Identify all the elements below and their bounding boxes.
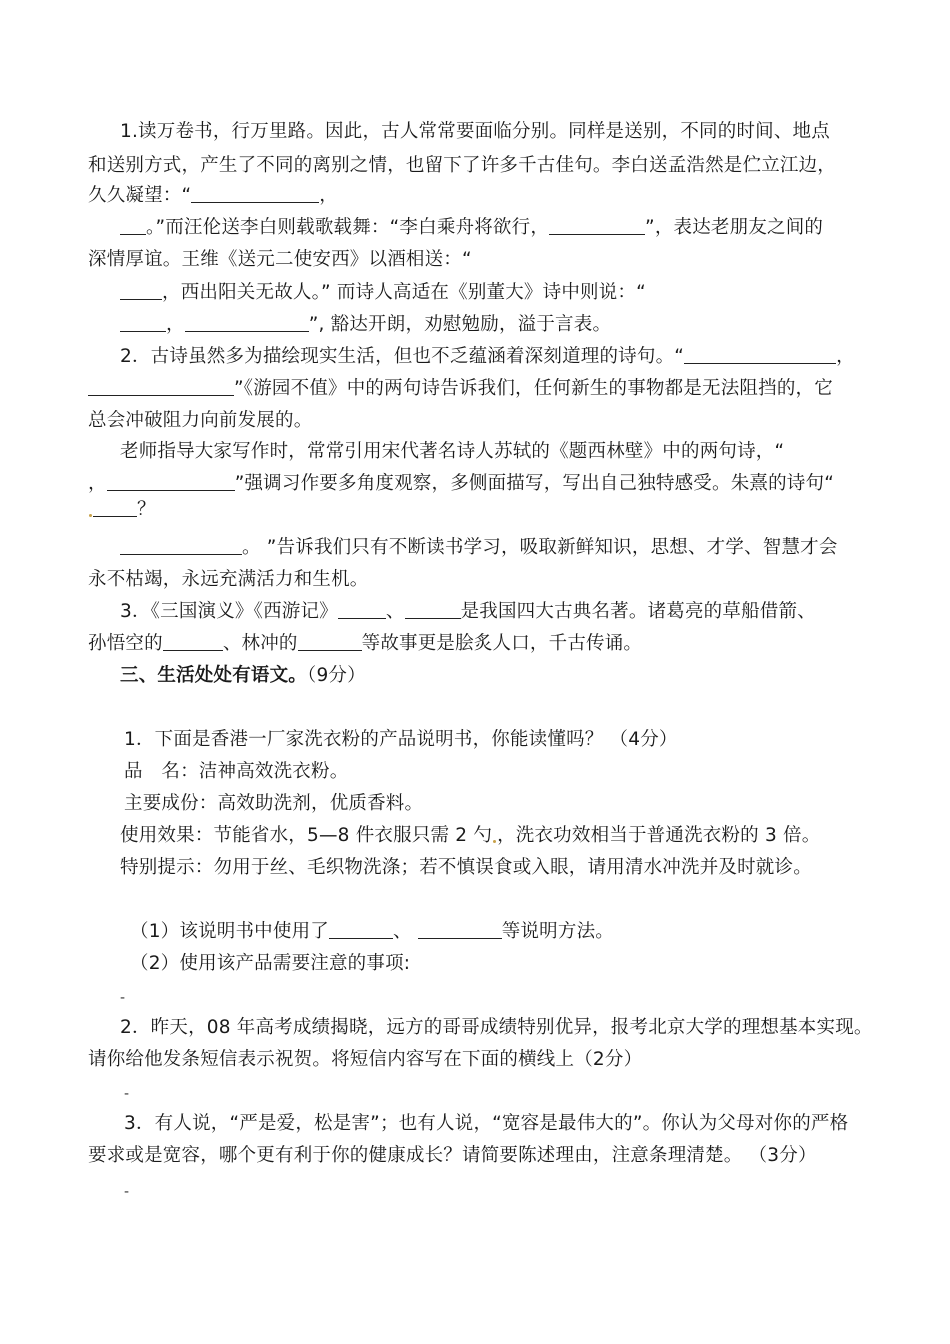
answer-blank[interactable] [684, 345, 836, 364]
answer-blank[interactable] [298, 632, 362, 651]
q2-line-3: 总会冲破阻力向前发展的。 [88, 410, 313, 431]
answer-blank[interactable] [120, 313, 166, 332]
s3-q3-line-2: 要求或是宽容，哪个更有利于你的健康成长？请简要陈述理由，注意条理清楚。 （3分） [88, 1145, 817, 1166]
answer-blank[interactable] [88, 377, 234, 396]
q1-line-6: ，西出阳关无故人。” 而诗人高适在《别董大》诗中则说：“ [120, 281, 646, 305]
q1-line-2: 和送别方式，产生了不同的离别之情，也留下了许多千古佳句。李白送孟浩然是伫立江边， [88, 155, 837, 176]
product-tips: 特别提示：勿用于丝、毛织物洗涤；若不慎误食或入眼，请用清水冲洗并及时就诊。 [120, 857, 812, 878]
q2-line-5: ， ”强调习作要多角度观察，多侧面描写，写出自己独特感受。朱熹的诗句“ [88, 473, 834, 494]
section-title: 三、生活处处有语文。 [120, 665, 308, 686]
q3-line-2: 孙悟空的 、林冲的 等故事更是脍炙人口，千古传诵。 [88, 633, 643, 654]
answer-blank[interactable] [163, 632, 223, 651]
q2-line-2: ”《游园不值》中的两句诗告诉我们，任何新生的事物都是无法阻挡的，它 [88, 377, 833, 401]
q2-line-1: 2．古诗虽然多为描绘现实生活，但也不乏蕴涵着深刻道理的诗句。“ ， [120, 346, 855, 367]
q2-line-6: ？ [88, 498, 156, 522]
q1-line-5: 深情厚谊。王维《送元二使安西》以酒相送：“ [88, 249, 472, 270]
answer-blank[interactable] [338, 600, 386, 619]
answer-blank[interactable] [329, 920, 393, 939]
q1-line-4: 。”而汪伦送李白则载歌载舞：“李白乘舟将欲行， ”，表达老朋友之间的 [120, 216, 823, 240]
product-ingredients: 主要成份：高效助洗剂，优质香料。 [124, 793, 424, 814]
answer-blank[interactable] [418, 920, 502, 939]
q1-line-3: 久久凝望：“ ， [88, 185, 338, 206]
s3-q1-intro: 1．下面是香港一厂家洗衣粉的产品说明书，你能读懂吗？ （4分） [124, 729, 678, 750]
q3-line-1: 3．《三国演义》《西游记》 、 是我国四大古典名著。诸葛亮的草船借箭、 [120, 601, 816, 622]
s3-q1-sub2: （2）使用该产品需要注意的事项: [130, 953, 411, 974]
section-3-heading [120, 664, 366, 688]
q2-line-8: 永不枯竭，永远充满活力和生机。 [88, 569, 369, 590]
q2-line-4: 老师指导大家写作时，常常引用宋代著名诗人苏轼的《题西林壁》中的两句诗，“ [120, 441, 785, 462]
s3-q1-sub1: （1）该说明书中使用了 、 等说明方法。 [130, 921, 614, 942]
answer-blank[interactable] [191, 184, 319, 203]
product-effect: 使用效果：节能省水，5—8 件衣服只需 2 勺 ，洗衣功效相当于普通洗衣粉的 3 倍。 [120, 825, 821, 846]
s3-q2-line-1: 2．昨天，08 年高考成绩揭晓，远方的哥哥成绩特别优异，报考北京大学的理想基本实现。 [120, 1017, 873, 1038]
q1-line-7: ， ”, 豁达开朗，劝慰勉励，溢于言表。 [120, 313, 611, 337]
answer-blank[interactable] [120, 536, 242, 555]
section-score: （9分） [307, 665, 366, 686]
answer-blank[interactable] [93, 498, 137, 517]
answer-blank[interactable] [120, 216, 146, 235]
answer-blank[interactable] [120, 281, 162, 300]
answer-line-mark[interactable]: - [124, 1086, 130, 1102]
answer-line-mark[interactable]: - [124, 1184, 130, 1200]
q1-line-1: 1.读万卷书，行万里路。因此，古人常常要面临分别。同样是送别，不同的时间、地点 [120, 121, 830, 142]
q2-line-7: 。 ”告诉我们只有不断读书学习，吸取新鲜知识，思想、才学、智慧才会 [120, 536, 838, 560]
mark-dot [493, 840, 496, 843]
s3-q3-line-1: 3．有人说，“严是爱，松是害”；也有人说，“宽容是最伟大的”。你认为父母对你的严格 [124, 1113, 849, 1134]
product-name: 品 名：洁神高效洗衣粉。 [124, 761, 349, 782]
answer-blank[interactable] [107, 472, 235, 491]
mark-dot [89, 514, 92, 517]
answer-blank[interactable] [185, 313, 309, 332]
s3-q2-line-2: 请你给他发条短信表示祝贺。将短信内容写在下面的横线上（2分） [88, 1049, 643, 1070]
answer-blank[interactable] [549, 216, 645, 235]
answer-line-mark[interactable]: - [120, 990, 126, 1006]
answer-blank[interactable] [405, 600, 461, 619]
